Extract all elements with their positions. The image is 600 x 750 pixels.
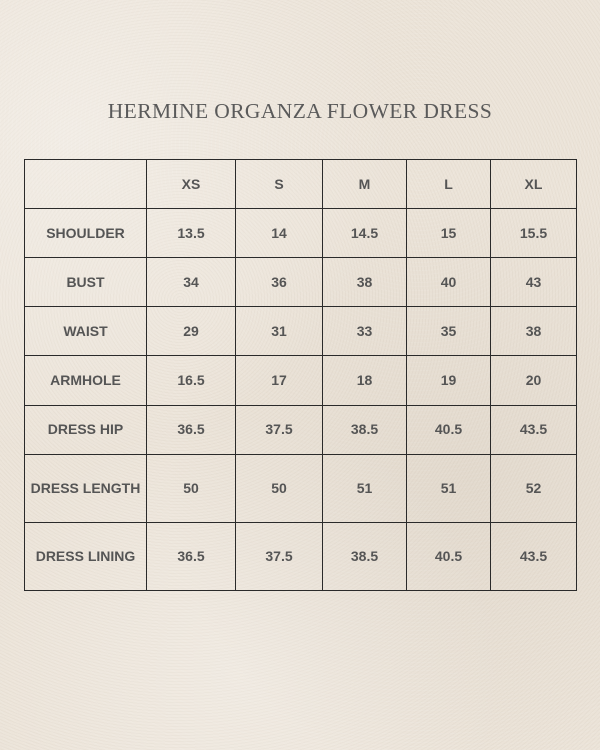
table-cell: 16.5 xyxy=(147,356,236,405)
table-cell: 15 xyxy=(407,209,491,258)
table-cell: 43 xyxy=(491,258,577,307)
table-cell: 40.5 xyxy=(407,405,491,454)
table-cell: 19 xyxy=(407,356,491,405)
table-cell: 18 xyxy=(323,356,407,405)
row-label: WAIST xyxy=(25,307,147,356)
table-cell: 36.5 xyxy=(147,522,236,590)
table-cell: 38 xyxy=(323,258,407,307)
table-cell: 31 xyxy=(236,307,323,356)
table-cell: 40 xyxy=(407,258,491,307)
table-cell: 51 xyxy=(323,454,407,522)
table-cell: 51 xyxy=(407,454,491,522)
size-chart-table xyxy=(24,159,577,591)
table-cell: 14.5 xyxy=(323,209,407,258)
table-cell: 33 xyxy=(323,307,407,356)
size-header-s: S xyxy=(236,160,323,209)
table-row xyxy=(25,356,577,405)
size-header-xl: XL xyxy=(491,160,577,209)
table-row xyxy=(25,522,577,590)
table-row xyxy=(25,258,577,307)
row-label: DRESS LENGTH xyxy=(25,454,147,522)
row-label: BUST xyxy=(25,258,147,307)
table-cell: 37.5 xyxy=(236,522,323,590)
row-label: DRESS LINING xyxy=(25,522,147,590)
table-cell: 38.5 xyxy=(323,405,407,454)
size-header-m: M xyxy=(323,160,407,209)
table-cell: 43.5 xyxy=(491,405,577,454)
table-cell: 29 xyxy=(147,307,236,356)
table-cell: 15.5 xyxy=(491,209,577,258)
table-row xyxy=(25,307,577,356)
table-cell: 13.5 xyxy=(147,209,236,258)
size-header-xs: XS xyxy=(147,160,236,209)
table-cell: 36 xyxy=(236,258,323,307)
table-cell: 52 xyxy=(491,454,577,522)
table-cell: 36.5 xyxy=(147,405,236,454)
row-label: ARMHOLE xyxy=(25,356,147,405)
table-cell: 50 xyxy=(236,454,323,522)
table-cell: 34 xyxy=(147,258,236,307)
row-label: SHOULDER xyxy=(25,209,147,258)
corner-cell xyxy=(25,160,147,209)
page-title: HERMINE ORGANZA FLOWER DRESS xyxy=(107,99,493,123)
table-cell: 35 xyxy=(407,307,491,356)
size-header-l: L xyxy=(407,160,491,209)
table-header-row xyxy=(25,160,577,209)
table-row xyxy=(25,454,577,522)
table-cell: 50 xyxy=(147,454,236,522)
table-cell: 43.5 xyxy=(491,522,577,590)
table-cell: 38.5 xyxy=(323,522,407,590)
table-cell: 17 xyxy=(236,356,323,405)
table-cell: 37.5 xyxy=(236,405,323,454)
table-row xyxy=(25,209,577,258)
table-cell: 14 xyxy=(236,209,323,258)
table-row xyxy=(25,405,577,454)
table-cell: 20 xyxy=(491,356,577,405)
table-cell: 38 xyxy=(491,307,577,356)
table-cell: 40.5 xyxy=(407,522,491,590)
row-label: DRESS HIP xyxy=(25,405,147,454)
